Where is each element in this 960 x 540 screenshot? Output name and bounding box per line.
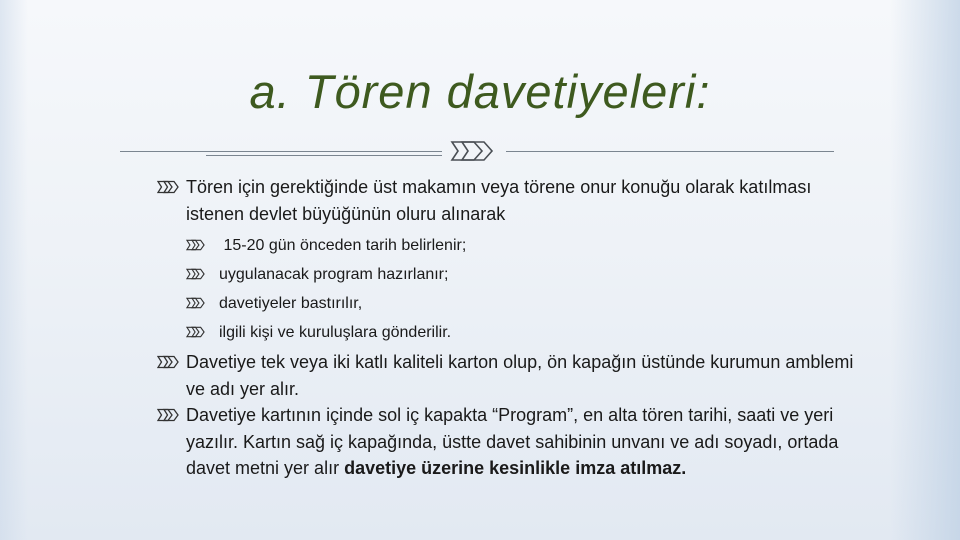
ribbon-ornament-icon [448,136,494,166]
sub-bullet-item-3 [156,289,856,318]
outlined-ribbon-bullet-icon [157,355,179,369]
sub-bullet-item-2 [156,260,856,289]
bullet-item-3-text: Davetiye kartının içinde sol iç kapakta “Program”, en alta tören tarihi, saati ve yeri yazılır. Kartın sağ iç kapağında, üstte davet sahibinin unvanı ve adı soyadı, ortada davet metni yer alır [186,405,839,478]
title-rule-left-inner [206,155,442,156]
bullet-item-2 [156,349,856,402]
sub-bullet-item-2-text: uygulanacak program hazırlanır; [219,266,449,283]
outlined-ribbon-bullet-icon [186,297,205,309]
sub-bullet-item-1 [156,231,856,260]
sub-bullet-list [156,231,856,347]
bullet-item-2-text: Davetiye tek veya iki katlı kaliteli karton olup, ön kapağın üstünde kurumun amblemi ve adı yer alır. [186,352,854,399]
outlined-ribbon-bullet-icon [186,326,205,338]
outlined-ribbon-bullet-icon [186,239,205,251]
sub-bullet-item-4 [156,318,856,347]
slide-title: a. Tören davetiyeleri: [249,65,711,118]
outlined-ribbon-bullet-icon [157,180,179,194]
outlined-ribbon-bullet-icon [157,408,179,422]
sub-bullet-item-1-text: 15-20 gün önceden tarih belirlenir; [219,237,467,254]
title-rule-right [506,151,834,152]
bullet-item-3-bold-text: davetiye üzerine kesinlikle imza atılmaz. [344,458,687,478]
title-rule-left [120,151,442,152]
outlined-ribbon-bullet-icon [186,268,205,280]
sub-bullet-item-3-text: davetiyeler bastırılır, [219,295,363,312]
bullet-item-1-text: Tören için gerektiğinde üst makamın veya törene onur konuğu olarak katılması istenen devlet büyüğünün oluru alınarak [186,177,812,224]
bullet-item-3 [156,402,856,482]
bullet-item-1 [156,174,856,227]
sub-bullet-item-4-text: ilgili kişi ve kuruluşlara gönderilir. [219,324,452,341]
bullet-list [156,174,856,482]
